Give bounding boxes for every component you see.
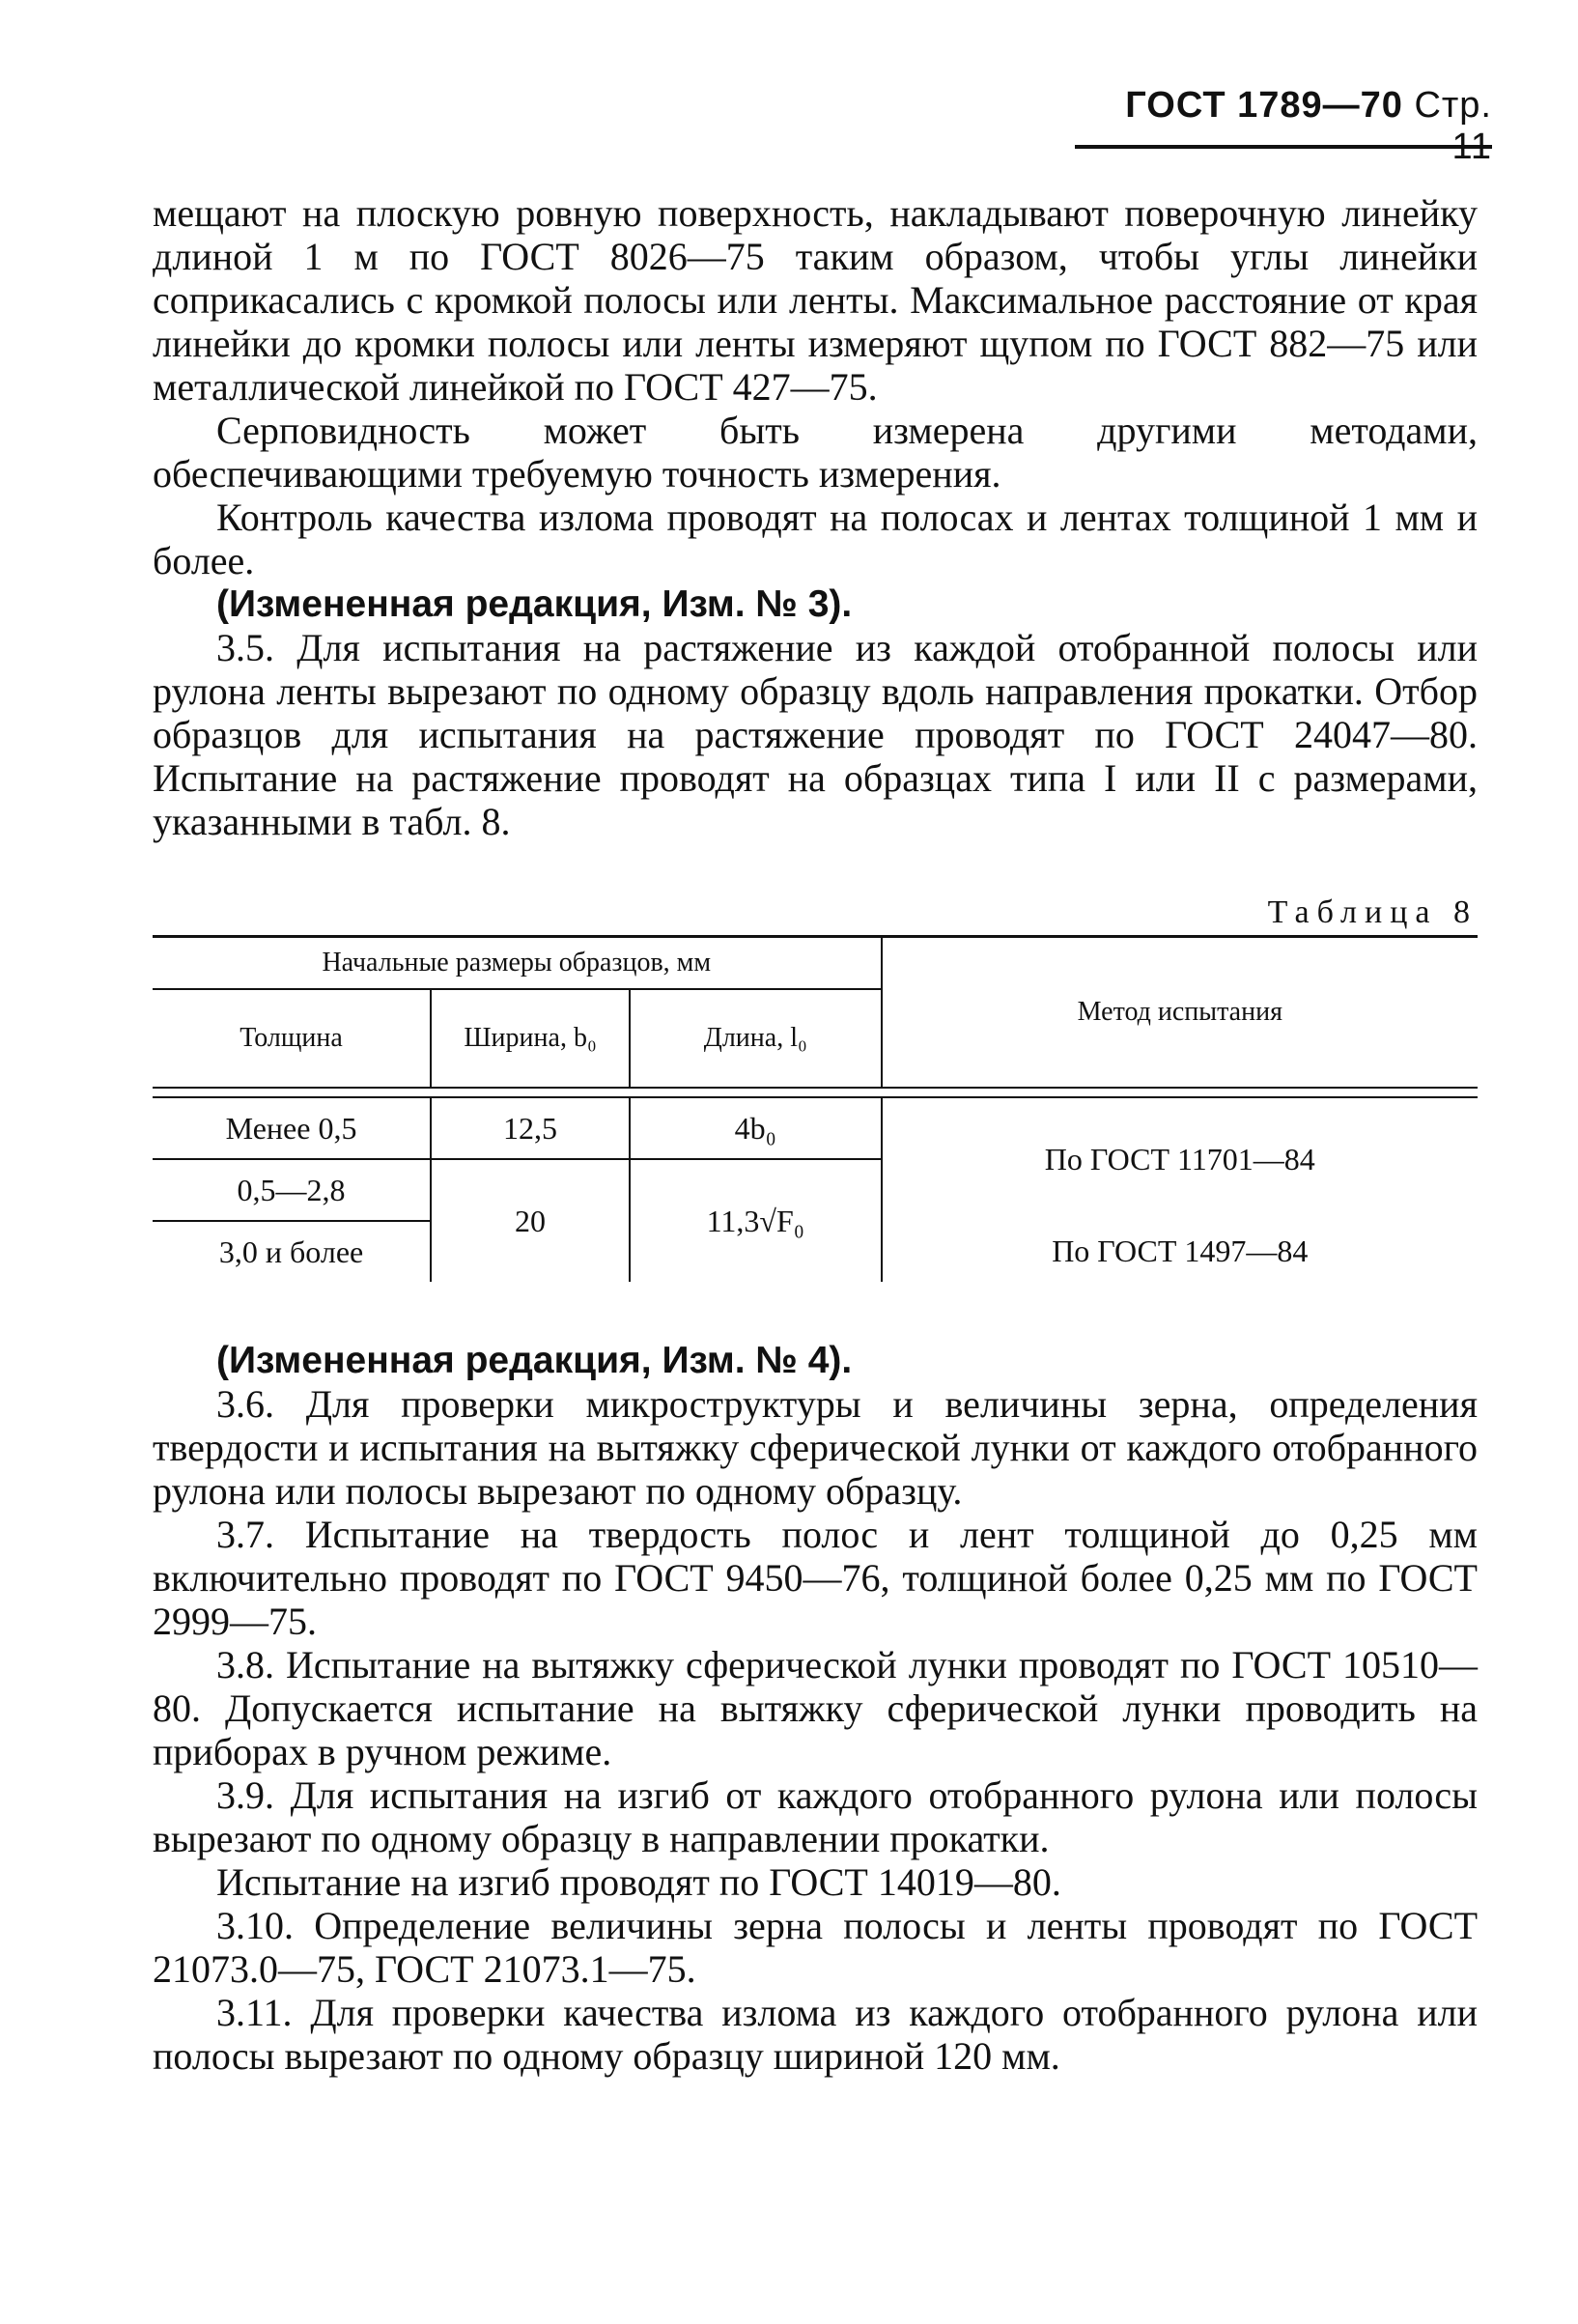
amendment-note: (Измененная редакция, Изм. № 3). [216, 583, 853, 625]
paragraph-3-11: 3.11. Для проверки качества излома из каждого отобранного рулона или полосы вырезают по одному образцу шириной 120 мм. [153, 1991, 1478, 2078]
header-thickness: Толщина [240, 1023, 343, 1053]
paragraph: Серповидность может быть измерена другими методами, обеспечивающими требуемую точность измерения. [153, 409, 1478, 496]
text-block-bottom [153, 1339, 1478, 2078]
table-row [153, 1097, 1478, 1159]
paragraph-3-10: 3.10. Определение величины зерна полосы и ленты проводят по ГОСТ 21073.0—75, ГОСТ 21073.1—75. [153, 1904, 1478, 1991]
cell-thickness: 0,5—2,8 [153, 1159, 431, 1221]
paragraph-3-8: 3.8. Испытание на вытяжку сферической лунки проводят по ГОСТ 10510—80. Допускается испытание на вытяжку сферической лунки проводить на приборах в ручном режиме. [153, 1643, 1478, 1773]
page-number: Стр. 11 [1414, 85, 1492, 167]
page-header [1075, 85, 1492, 167]
cell-thickness: 3,0 и более [218, 1233, 364, 1269]
cell-width: 20 [431, 1159, 630, 1282]
specimen-table [153, 935, 1478, 1282]
cell-method: По ГОСТ 11701—84 [882, 1097, 1478, 1221]
paragraph: Испытание на изгиб проводят по ГОСТ 14019—80. [216, 1860, 1061, 1904]
text-block-top [153, 191, 1478, 843]
cell-width: 12,5 [431, 1097, 630, 1159]
table-caption: Таблица 8 [1267, 894, 1478, 930]
cell-length: 4b₀ [630, 1097, 882, 1159]
header-length: Длина, l₀ [630, 989, 882, 1088]
table-8 [153, 935, 1478, 1302]
paragraph: Контроль качества излома проводят на полосах и лентах толщиной 1 мм и более. [153, 496, 1478, 582]
double-rule [153, 1088, 1478, 1097]
header-width: Ширина, b₀ [431, 989, 630, 1088]
cell-method: По ГОСТ 1497—84 [882, 1221, 1478, 1282]
paragraph-3-7: 3.7. Испытание на твердость полос и лент толщиной до 0,25 мм включительно проводят по ГОСТ 9450—76, толщиной более 0,25 мм по ГОСТ 2999—75. [153, 1513, 1478, 1643]
header-initial-dimensions: Начальные размеры образцов, мм [153, 937, 882, 990]
header-test-method: Метод испытания [882, 937, 1478, 1089]
amendment-note: (Измененная редакция, Изм. № 4). [216, 1340, 853, 1381]
paragraph-3-5: 3.5. Для испытания на растяжение из каждой отобранной полосы или рулона ленты вырезают по одному образцу вдоль направления прокатки. Отбор образцов для испытания на растяжение проводят по ГОСТ 24047—80. Испытание на растяжение проводят на образцах типа I или II с размерами, указанными в табл. 8. [153, 626, 1478, 843]
cell-thickness: Менее 0,5 [153, 1097, 431, 1159]
standard-code: ГОСТ 1789—70 [1125, 85, 1403, 126]
paragraph-continuation: мещают на плоскую ровную поверхность, накладывают поверочную линейку длиной 1 м по ГОСТ 8026—75 таким образом, чтобы углы линейки соприкасались с кромкой полосы или ленты. Максимальное расстояние от края линейки до кромки полосы или ленты измеряют щупом по ГОСТ 882—75 или металлической линейкой по ГОСТ 427—75. [153, 191, 1478, 409]
paragraph-3-9: 3.9. Для испытания на изгиб от каждого отобранного рулона или полосы вырезают по одному образцу в направлении прокатки. [153, 1773, 1478, 1860]
paragraph-3-6: 3.6. Для проверки микроструктуры и величины зерна, определения твердости и испытания на вытяжку сферической лунки от каждого отобранного рулона или полосы вырезают по одному образцу. [153, 1382, 1478, 1513]
cell-length: 11,3√F₀ [630, 1159, 882, 1282]
